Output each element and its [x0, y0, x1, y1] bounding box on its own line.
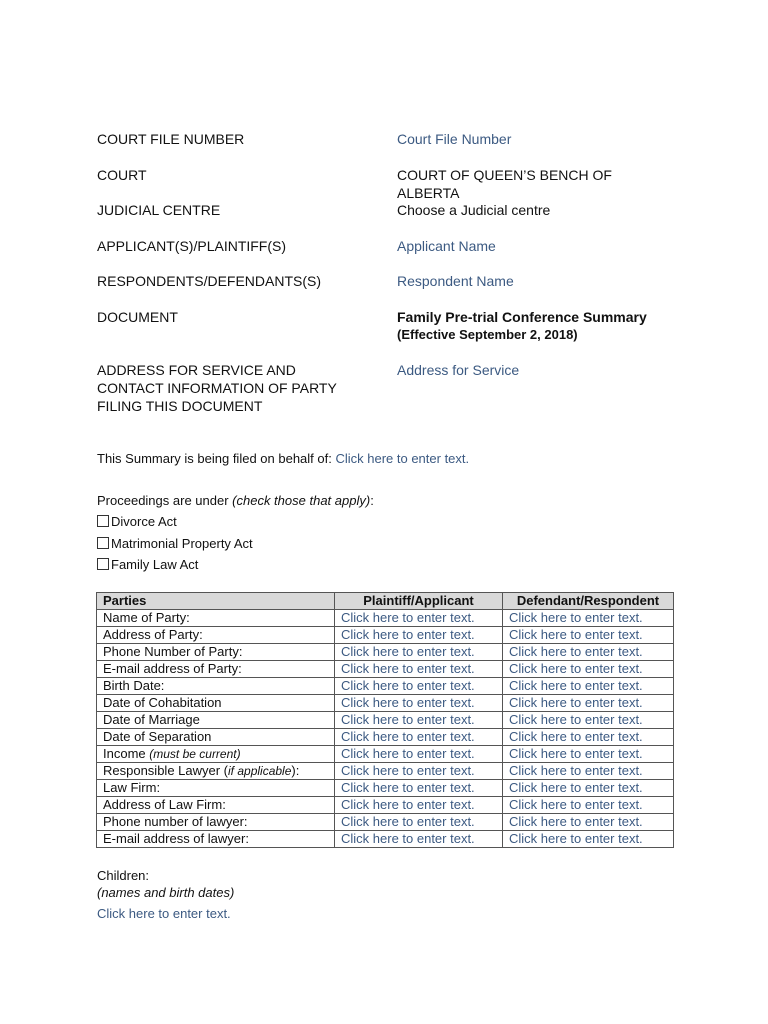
table-row: [97, 814, 674, 831]
row-label: [97, 746, 335, 763]
row-label-note: (must be current): [149, 747, 241, 761]
row-label-text: Name of Party:: [103, 610, 190, 625]
row-label: [97, 627, 335, 644]
row-label: [97, 712, 335, 729]
row-label: [97, 644, 335, 661]
parties-table-body: [97, 610, 674, 848]
plaintiff-field[interactable]: Click here to enter text.: [335, 661, 503, 678]
plaintiff-field[interactable]: Click here to enter text.: [335, 712, 503, 729]
option-label: Matrimonial Property Act: [111, 536, 253, 551]
proceedings-note: (check those that apply): [232, 493, 371, 508]
defendant-field[interactable]: Click here to enter text.: [503, 644, 674, 661]
row-label-note: if applicable: [228, 764, 292, 778]
document-title: Family Pre-trial Conference Summary: [397, 309, 647, 325]
plaintiff-field[interactable]: Click here to enter text.: [335, 814, 503, 831]
defendant-field[interactable]: Click here to enter text.: [503, 780, 674, 797]
defendant-field[interactable]: Click here to enter text.: [503, 627, 674, 644]
judicial-centre-label: JUDICIAL CENTRE: [97, 202, 221, 218]
defendant-field[interactable]: Click here to enter text.: [503, 678, 674, 695]
row-label: [97, 797, 335, 814]
row-label: [97, 695, 335, 712]
row-label-text: Income: [103, 746, 150, 761]
proceedings-heading: [97, 492, 374, 509]
applicant-label: APPLICANT(S)/PLAINTIFF(S): [97, 238, 287, 254]
row-label: [97, 610, 335, 627]
plaintiff-field[interactable]: Click here to enter text.: [335, 695, 503, 712]
table-row: [97, 831, 674, 848]
table-row: [97, 763, 674, 780]
row-label-text: Date of Separation: [103, 729, 212, 744]
row-label: [97, 780, 335, 797]
row-label: [97, 763, 335, 780]
document-effective-date: (Effective September 2, 2018): [397, 327, 578, 342]
option-matrimonial-property-act[interactable]: [97, 535, 253, 552]
document-label: DOCUMENT: [97, 309, 178, 325]
table-row: [97, 661, 674, 678]
row-label-text: Address of Party:: [103, 627, 203, 642]
table-row: [97, 610, 674, 627]
row-label-text: Address of Law Firm:: [103, 797, 226, 812]
court-file-number-label: COURT FILE NUMBER: [97, 131, 245, 147]
plaintiff-field[interactable]: Click here to enter text.: [335, 678, 503, 695]
column-header-defendant: Defendant/Respondent: [503, 593, 674, 610]
row-label-text: Birth Date:: [103, 678, 165, 693]
proceedings-colon: :: [370, 493, 374, 508]
defendant-field[interactable]: Click here to enter text.: [503, 763, 674, 780]
respondent-name-field[interactable]: Respondent Name: [397, 273, 514, 289]
judicial-centre-select[interactable]: Choose a Judicial centre: [397, 202, 551, 218]
table-row: [97, 678, 674, 695]
table-row: [97, 695, 674, 712]
table-row: [97, 712, 674, 729]
table-row: [97, 797, 674, 814]
table-header-row: [97, 593, 674, 610]
row-label-text: Responsible Lawyer (: [103, 763, 229, 778]
row-label-text: Phone Number of Party:: [103, 644, 243, 659]
column-header-plaintiff: Plaintiff/Applicant: [335, 593, 503, 610]
row-label: [97, 831, 335, 848]
table-row: [97, 746, 674, 763]
option-family-law-act[interactable]: [97, 556, 198, 573]
table-row: [97, 627, 674, 644]
row-label-text: Date of Marriage: [103, 712, 200, 727]
respondent-label: RESPONDENTS/DEFENDANTS(S): [97, 273, 322, 289]
checkbox-family-law-act[interactable]: [97, 558, 109, 570]
address-for-service-label: ADDRESS FOR SERVICE AND CONTACT INFORMATION OF PARTY FILING THIS DOCUMENT: [97, 362, 337, 414]
row-label: [97, 814, 335, 831]
option-divorce-act[interactable]: [97, 513, 177, 530]
plaintiff-field[interactable]: Click here to enter text.: [335, 729, 503, 746]
row-label-text: Law Firm:: [103, 780, 161, 795]
table-row: [97, 780, 674, 797]
defendant-field[interactable]: Click here to enter text.: [503, 746, 674, 763]
children-field[interactable]: Click here to enter text.: [97, 906, 231, 921]
row-label-suffix: ):: [291, 763, 300, 778]
parties-table: [96, 592, 674, 848]
row-label-text: E-mail address of Party:: [103, 661, 242, 676]
filed-on-behalf-text: This Summary is being filed on behalf of:: [97, 451, 332, 466]
plaintiff-field[interactable]: Click here to enter text.: [335, 780, 503, 797]
defendant-field[interactable]: Click here to enter text.: [503, 661, 674, 678]
plaintiff-field[interactable]: Click here to enter text.: [335, 644, 503, 661]
defendant-field[interactable]: Click here to enter text.: [503, 797, 674, 814]
plaintiff-field[interactable]: Click here to enter text.: [335, 831, 503, 848]
row-label: [97, 729, 335, 746]
applicant-name-field[interactable]: Applicant Name: [397, 238, 496, 254]
court-value: COURT OF QUEEN’S BENCH OF ALBERTA: [397, 167, 612, 201]
row-label-text: E-mail address of lawyer:: [103, 831, 249, 846]
filed-on-behalf-line: [97, 450, 469, 467]
defendant-field[interactable]: Click here to enter text.: [503, 712, 674, 729]
row-label-text: Date of Cohabitation: [103, 695, 222, 710]
children-note: (names and birth dates): [97, 885, 235, 900]
court-label: COURT: [97, 167, 147, 183]
defendant-field[interactable]: Click here to enter text.: [503, 729, 674, 746]
row-label-text: Phone number of lawyer:: [103, 814, 248, 829]
proceedings-text: Proceedings are under: [97, 493, 229, 508]
defendant-field[interactable]: Click here to enter text.: [503, 814, 674, 831]
checkbox-matrimonial-property-act[interactable]: [97, 537, 109, 549]
plaintiff-field[interactable]: Click here to enter text.: [335, 797, 503, 814]
court-file-number-field[interactable]: Court File Number: [397, 131, 512, 147]
plaintiff-field[interactable]: Click here to enter text.: [335, 627, 503, 644]
row-label: [97, 678, 335, 695]
plaintiff-field[interactable]: Click here to enter text.: [335, 610, 503, 627]
checkbox-divorce-act[interactable]: [97, 515, 109, 527]
address-for-service-field[interactable]: Address for Service: [397, 362, 520, 378]
row-label: [97, 661, 335, 678]
filed-on-behalf-field[interactable]: Click here to enter text.: [335, 451, 470, 466]
defendant-field[interactable]: Click here to enter text.: [503, 610, 674, 627]
table-row: [97, 729, 674, 746]
plaintiff-field[interactable]: Click here to enter text.: [335, 746, 503, 763]
plaintiff-field[interactable]: Click here to enter text.: [335, 763, 503, 780]
column-header-parties: Parties: [97, 593, 335, 610]
option-label: Divorce Act: [111, 514, 177, 529]
table-row: [97, 644, 674, 661]
children-label: Children:: [97, 868, 150, 883]
defendant-field[interactable]: Click here to enter text.: [503, 695, 674, 712]
defendant-field[interactable]: Click here to enter text.: [503, 831, 674, 848]
option-label: Family Law Act: [111, 557, 199, 572]
